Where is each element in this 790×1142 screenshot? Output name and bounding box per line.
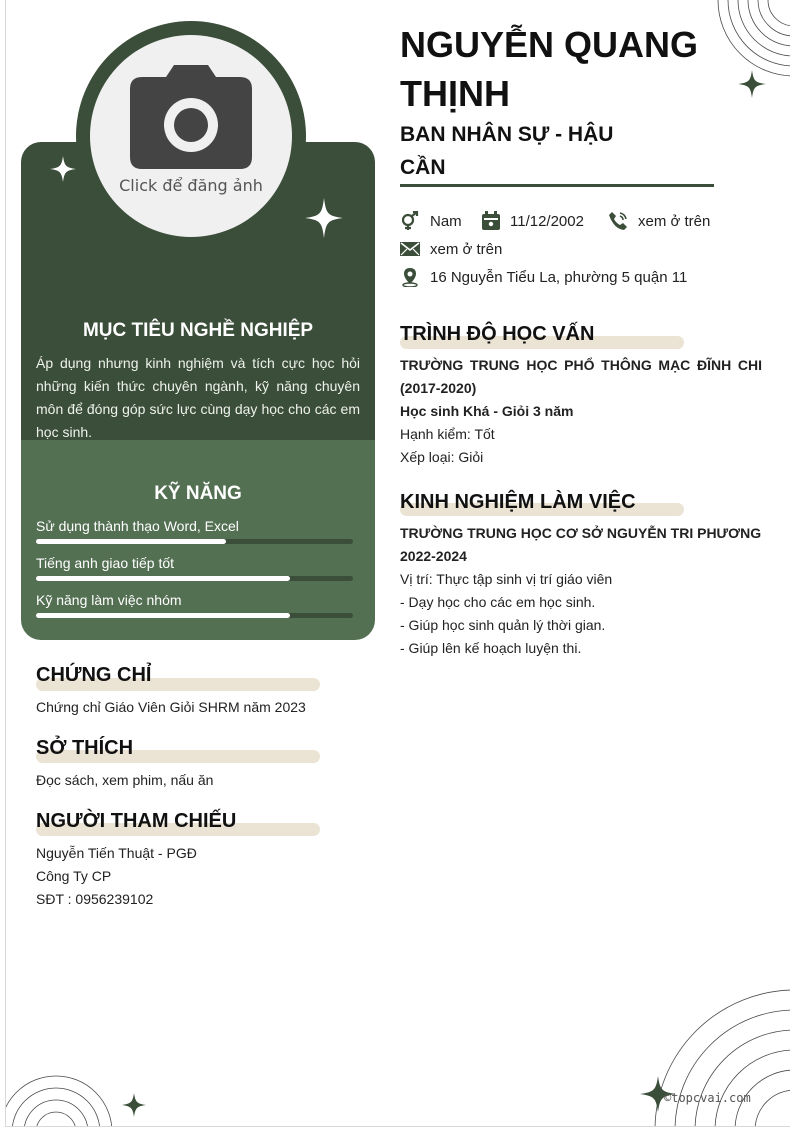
education-award: Học sinh Khá - Giỏi 3 năm [400,403,574,419]
camera-icon [130,65,252,169]
phone-value: xem ở trên [638,213,711,230]
experience-company: TRƯỜNG TRUNG HỌC CƠ SỞ NGUYỄN TRI PHƯƠNG [400,525,762,541]
experience-period: 2022-2024 [400,548,467,564]
reference-line: Nguyễn Tiến Thuật - PGĐ [36,845,197,861]
email-value: xem ở trên [430,241,503,258]
certificates-title: CHỨNG CHỈ [36,664,152,686]
sparkle-icon [50,156,76,182]
education-title: TRÌNH ĐỘ HỌC VẤN [400,323,595,345]
skill-item [36,554,354,572]
skill-bar-fill [36,613,290,618]
skill-label: Tiếng anh giao tiếp tốt [36,555,175,571]
education-rank: Xếp loại: Giỏi [400,449,484,465]
location-icon [400,267,420,287]
reference-line: SĐT : 0956239102 [36,891,154,907]
sparkle-icon [122,1093,146,1117]
experience-role: Vị trí: Thực tập sinh vị trí giáo viên [400,571,613,587]
sparkle-icon [305,198,343,238]
hobbies-title: SỞ THÍCH [36,737,134,759]
experience-title: KINH NGHIỆM LÀM VIỆC [400,491,636,513]
skill-bar-fill [36,576,290,581]
email-icon [400,239,420,259]
certificate-text: Chứng chỉ Giáo Viên Giỏi SHRM năm 2023 [36,699,306,715]
candidate-position: BAN NHÂN SỰ - HẬU CẦN [400,123,614,179]
hobbies-text: Đọc sách, xem phim, nấu ăn [36,772,214,788]
experience-task: - Giúp lên kế hoạch luyện thi. [400,640,582,656]
objective-text: Áp dụng nhưng kinh nghiệm và tích cực học hỏi những kiến thức chuyên ngành, kỹ năng chuyên môn để đóng góp sức lực cùng dạy học cho các em học sinh. [36,355,360,440]
skill-item [36,591,354,609]
decorative-arcs-bottom-left [6,1070,116,1126]
skill-label: Kỹ năng làm việc nhóm [36,592,182,608]
skill-item [36,517,354,535]
skill-label: Sử dụng thành thạo Word, Excel [36,518,239,534]
header-divider [400,184,714,187]
candidate-name: NGUYỄN QUANG THỊNH [400,24,699,114]
phone-icon [608,211,628,231]
upload-photo-label[interactable]: Click để đăng ảnh [119,176,263,195]
reference-line: Công Ty CP [36,868,112,884]
objective-title: MỤC TIÊU NGHỀ NGHIỆP [82,320,314,341]
calendar-icon [481,211,501,231]
skill-bar [36,613,353,618]
skill-bar [36,539,353,544]
gender-value: Nam [430,213,462,230]
experience-task: - Giúp học sinh quản lý thời gian. [400,617,606,633]
education-school: TRƯỜNG TRUNG HỌC PHỔ THÔNG MẠC ĐĨNH CHI (2017-2020) [400,357,762,396]
skill-bar [36,576,353,581]
address-value: 16 Nguyễn Tiểu La, phường 5 quận 11 [430,269,688,286]
gender-icon [400,211,420,231]
references-title: NGƯỜI THAM CHIẾU [36,810,237,832]
experience-task: - Dạy học cho các em học sinh. [400,594,596,610]
sparkle-icon [738,70,766,98]
skill-bar-fill [36,539,226,544]
birthday-value: 11/12/2002 [510,213,584,230]
skills-title: KỸ NĂNG [154,483,242,504]
education-conduct: Hạnh kiểm: Tốt [400,426,495,442]
avatar[interactable] [90,35,292,237]
watermark: ©topcvai.com [664,1091,751,1105]
